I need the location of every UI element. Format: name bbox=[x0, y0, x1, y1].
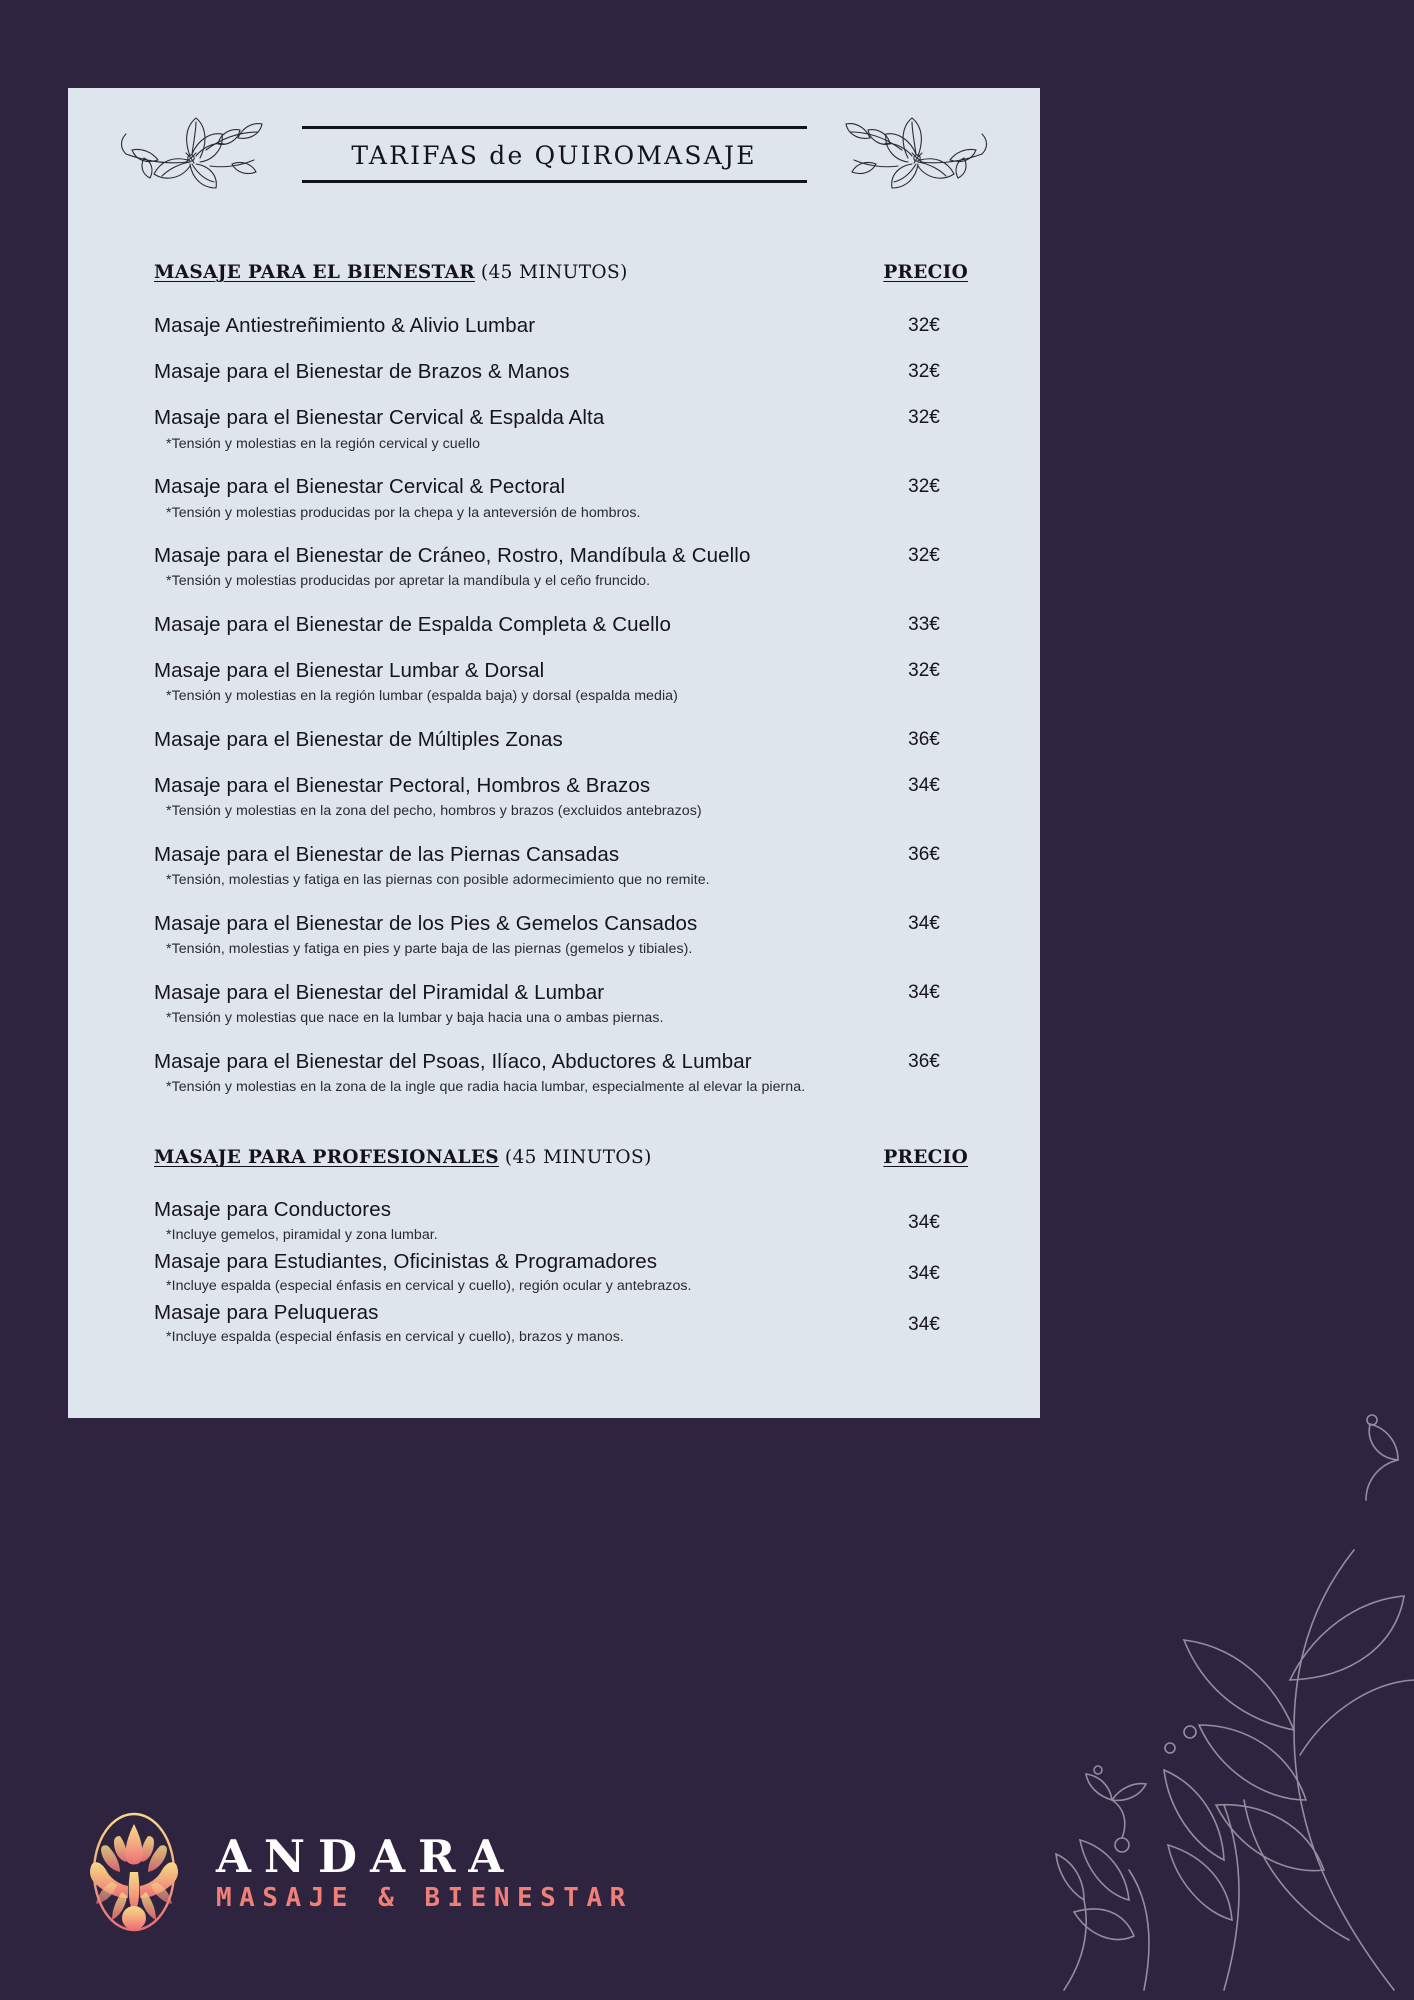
service-name: Masaje para Estudiantes, Oficinistas & Programadores bbox=[154, 1249, 658, 1273]
service-price: 34€ bbox=[908, 1263, 940, 1285]
andara-lotus-hands-logo-icon bbox=[78, 1806, 190, 1938]
service-note: *Tensión y molestias producidas por apretar la mandíbula y el ceño fruncido. bbox=[166, 573, 651, 590]
service-list-bienestar bbox=[154, 313, 976, 1097]
service-price: 34€ bbox=[908, 1314, 940, 1336]
floral-flourish-right-icon bbox=[842, 110, 1002, 200]
service-note: *Tensión y molestias en la región cervical y cuello bbox=[166, 435, 481, 452]
section-title-duration: (45 MINUTOS) bbox=[480, 262, 628, 283]
section-profesionales bbox=[68, 1147, 1040, 1348]
price-list-card bbox=[68, 88, 1040, 1418]
service-name: Masaje para el Bienestar del Piramidal & Lumbar bbox=[154, 980, 605, 1004]
table-row bbox=[154, 1049, 976, 1098]
service-name: Masaje para Conductores bbox=[154, 1198, 392, 1222]
service-list-profesionales bbox=[154, 1198, 976, 1348]
service-price: 32€ bbox=[908, 476, 940, 498]
section-header bbox=[154, 262, 976, 283]
section-title-strong: MASAJE PARA PROFESIONALES bbox=[154, 1147, 499, 1169]
service-name: Masaje para el Bienestar de Brazos & Manos bbox=[154, 360, 570, 384]
service-price: 36€ bbox=[908, 1050, 940, 1072]
card-header bbox=[68, 88, 1040, 220]
service-name: Masaje para el Bienestar de Múltiples Zonas bbox=[154, 728, 563, 752]
brand-name: ANDARA bbox=[216, 1829, 517, 1883]
page-title: TARIFAS de QUIROMASAJE bbox=[351, 140, 757, 170]
table-row bbox=[154, 1250, 976, 1297]
service-price: 36€ bbox=[908, 844, 940, 866]
service-price: 32€ bbox=[908, 545, 940, 567]
service-price: 32€ bbox=[908, 660, 940, 682]
service-price: 32€ bbox=[908, 361, 940, 383]
table-row bbox=[154, 980, 976, 1029]
service-name: Masaje para el Bienestar Cervical & Espalda Alta bbox=[154, 406, 605, 430]
service-note: *Tensión, molestias y fatiga en las piernas con posible adormecimiento que no remite. bbox=[166, 872, 710, 889]
section-title-strong: MASAJE PARA EL BIENESTAR bbox=[154, 262, 475, 283]
table-row bbox=[154, 405, 976, 454]
service-price: 32€ bbox=[908, 315, 940, 336]
table-row bbox=[154, 1198, 976, 1245]
table-row bbox=[154, 612, 976, 638]
service-price: 36€ bbox=[908, 729, 940, 751]
price-column-header: PRECIO bbox=[883, 1147, 968, 1169]
service-price: 34€ bbox=[908, 1211, 940, 1233]
service-price: 33€ bbox=[908, 613, 940, 635]
service-note: *Tensión y molestias en la zona del pecho, hombros y brazos (excluidos antebrazos) bbox=[166, 803, 702, 820]
table-row bbox=[154, 727, 976, 753]
service-name: Masaje para el Bienestar Pectoral, Hombros & Brazos bbox=[154, 774, 651, 798]
service-name: Masaje para el Bienestar de las Piernas Cansadas bbox=[154, 843, 620, 867]
price-column-header: PRECIO bbox=[883, 262, 968, 283]
service-price: 34€ bbox=[908, 912, 940, 934]
table-row bbox=[154, 1301, 976, 1348]
service-note: *Tensión, molestias y fatiga en pies y parte baja de las piernas (gemelos y tibiales). bbox=[166, 941, 693, 958]
service-note: *Tensión y molestias en la región lumbar (espalda baja) y dorsal (espalda media) bbox=[166, 688, 678, 705]
table-row bbox=[154, 543, 976, 592]
service-name: Masaje para el Bienestar de los Pies & Gemelos Cansados bbox=[154, 911, 698, 935]
section-bienestar bbox=[68, 262, 1040, 1097]
section-title bbox=[154, 1147, 652, 1168]
service-note: *Incluye espalda (especial énfasis en cervical y cuello), brazos y manos. bbox=[166, 1329, 624, 1346]
service-price: 34€ bbox=[908, 981, 940, 1003]
service-note: *Tensión y molestias que nace en la lumbar y baja hacia una o ambas piernas. bbox=[166, 1009, 664, 1026]
service-name: Masaje para el Bienestar Lumbar & Dorsal bbox=[154, 659, 545, 683]
service-name: Masaje para el Bienestar de Espalda Completa & Cuello bbox=[154, 612, 671, 636]
table-row bbox=[154, 313, 976, 339]
service-name: Masaje para el Bienestar de Cráneo, Rostro, Mandíbula & Cuello bbox=[154, 544, 751, 568]
table-row bbox=[154, 474, 976, 523]
section-title bbox=[154, 262, 628, 283]
service-name: Masaje para Peluqueras bbox=[154, 1300, 379, 1324]
service-note: *Incluye espalda (especial énfasis en cervical y cuello), región ocular y antebrazos. bbox=[166, 1278, 692, 1295]
service-note: *Incluye gemelos, piramidal y zona lumbar. bbox=[166, 1226, 438, 1243]
section-header bbox=[154, 1147, 976, 1168]
section-title-duration: (45 MINUTOS) bbox=[504, 1147, 652, 1169]
table-row bbox=[154, 773, 976, 822]
brand-tagline: MASAJE & BIENESTAR bbox=[216, 1882, 633, 1913]
table-row bbox=[154, 658, 976, 707]
table-row bbox=[154, 911, 976, 960]
table-row bbox=[154, 359, 976, 385]
service-price: 34€ bbox=[908, 775, 940, 797]
footer bbox=[0, 1440, 1414, 2000]
service-name: Masaje para el Bienestar del Psoas, Ilíaco, Abductores & Lumbar bbox=[154, 1049, 752, 1073]
service-price: 32€ bbox=[908, 407, 940, 429]
service-note: *Tensión y molestias producidas por la chepa y la anteversión de hombros. bbox=[166, 504, 641, 521]
logo-text bbox=[216, 1829, 633, 1913]
floral-flourish-left-icon bbox=[106, 110, 266, 200]
service-note: *Tensión y molestias en la zona de la ingle que radia hacia lumbar, especialmente al elevar la pierna. bbox=[166, 1078, 806, 1095]
service-name: Masaje Antiestreñimiento & Alivio Lumbar bbox=[154, 314, 536, 337]
title-rule-block bbox=[302, 126, 807, 183]
brand-logo bbox=[78, 1806, 633, 1938]
service-name: Masaje para el Bienestar Cervical & Pectoral bbox=[154, 475, 566, 499]
table-row bbox=[154, 842, 976, 891]
